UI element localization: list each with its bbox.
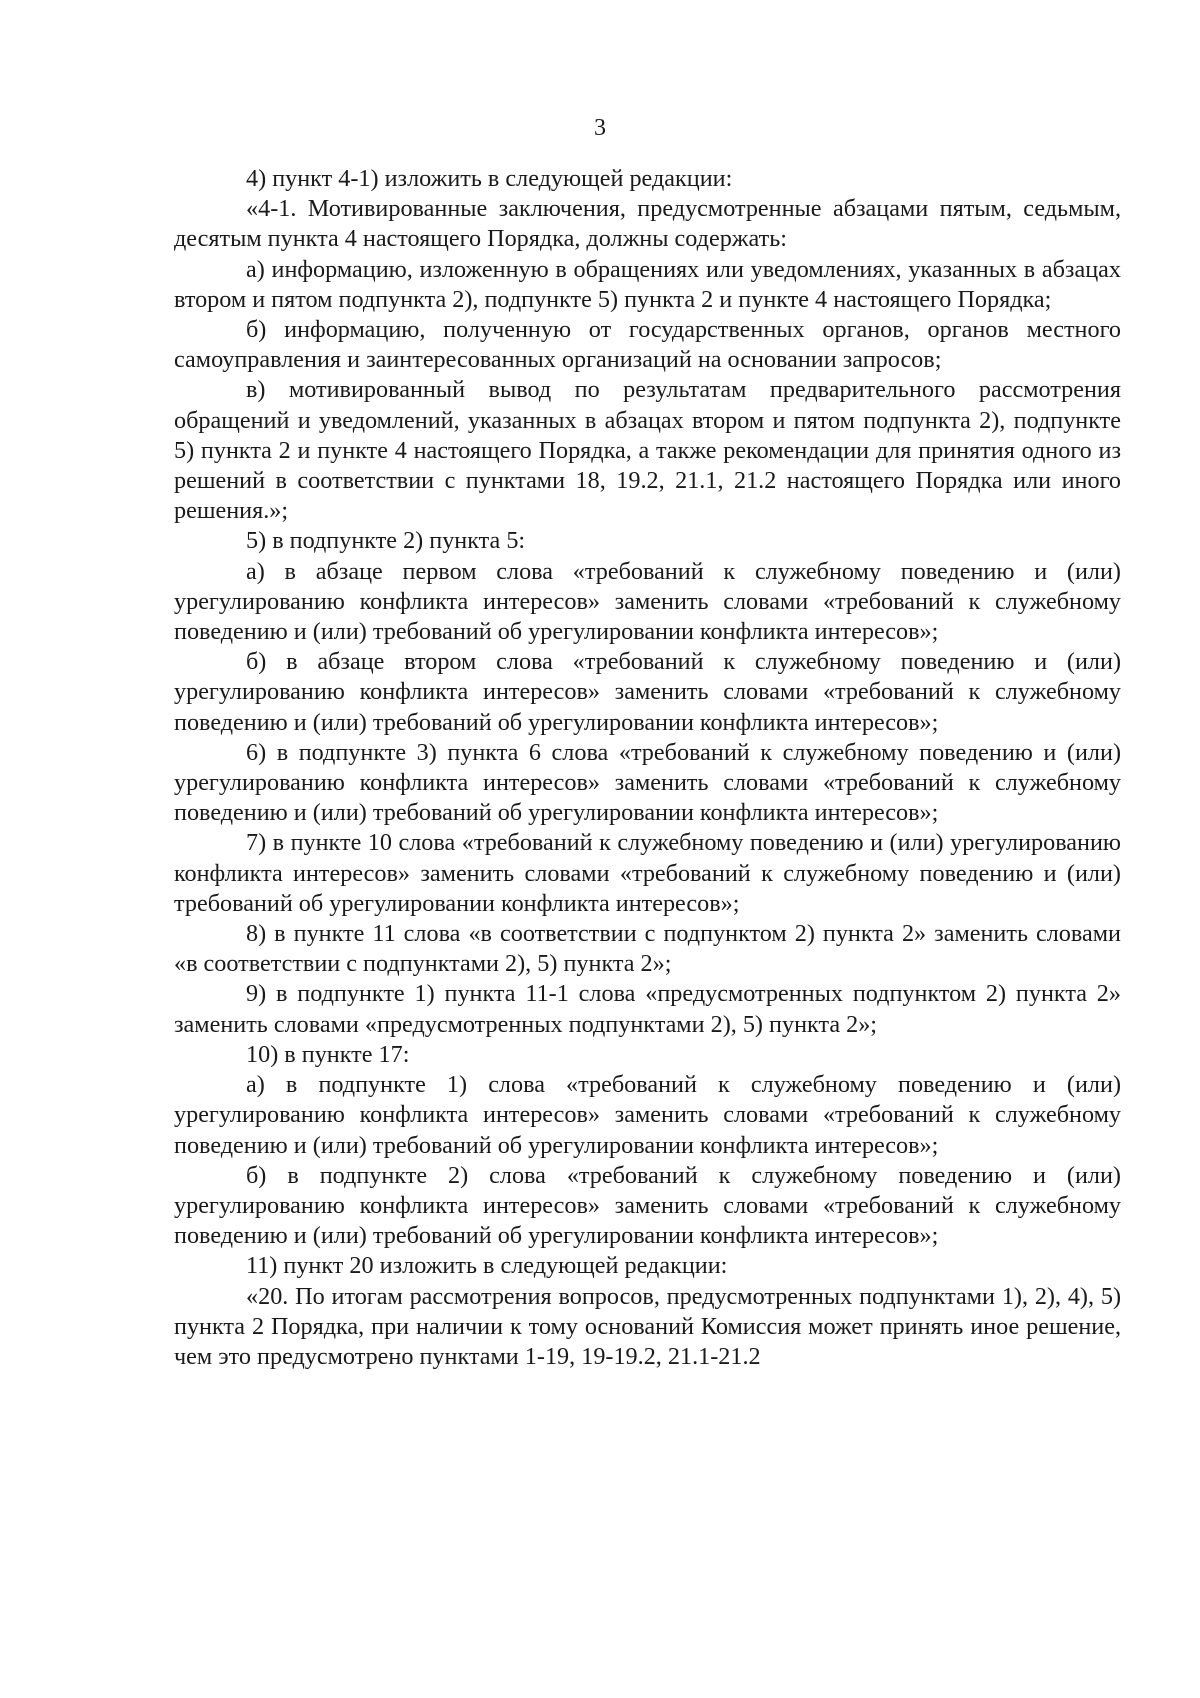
paragraph-item-5-a: а) в абзаце первом слова «требований к служебному поведению и (или) урегулированию конфликта интересов» заменить словами «требований к служебному поведению и (или) требований об урегулировании конфликта интересов»; <box>174 557 1121 646</box>
paragraph-item-7: 7) в пункте 10 слова «требований к служебному поведению и (или) урегулированию конфликта интересов» заменить словами «требований к служебному поведению и (или) требований об урегулировании конфликта интересов»; <box>174 829 1121 917</box>
paragraph-clause-20: «20. По итогам рассмотрения вопросов, предусмотренных подпунктами 1), 2), 4), 5) пункта 2 Порядка, при наличии к тому оснований Комиссия может принять иное решение, чем это предусмотрено пунктами 1-19, 19-19.2, 21.1-21.2 <box>174 1282 1121 1370</box>
page-number: 3 <box>594 115 606 141</box>
document-body <box>174 164 1121 1372</box>
paragraph-clause-4-1-b: б) информацию, полученную от государственных органов, органов местного самоуправления и заинтересованных организаций на основании запросов; <box>174 316 1121 374</box>
paragraph-item-9: 9) в подпункте 1) пункта 11-1 слова «предусмотренных подпунктом 2) пункта 2» заменить словами «предусмотренных подпунктами 2), 5) пункта 2»; <box>174 980 1121 1038</box>
paragraph-item-11: 11) пункт 20 изложить в следующей редакции: <box>246 1252 728 1280</box>
paragraph-item-6: 6) в подпункте 3) пункта 6 слова «требований к служебному поведению и (или) урегулированию конфликта интересов» заменить словами «требований к служебному поведению и (или) требований об урегулировании конфликта интересов»; <box>174 738 1121 827</box>
paragraph-item-4: 4) пункт 4-1) изложить в следующей редакции: <box>246 165 733 192</box>
paragraph-item-5-b: б) в абзаце втором слова «требований к служебному поведению и (или) урегулированию конфликта интересов» заменить словами «требований к служебному поведению и (или) требований об урегулировании конфликта интересов»; <box>174 648 1121 736</box>
paragraph-clause-4-1-a: а) информацию, изложенную в обращениях или уведомлениях, указанных в абзацах втором и пятом подпункта 2), подпункте 5) пункта 2 и пункте 4 настоящего Порядка; <box>174 255 1121 313</box>
paragraph-clause-4-1-intro: «4-1. Мотивированные заключения, предусмотренные абзацами пятым, седьмым, десятым пункта 4 настоящего Порядка, должны содержать: <box>174 195 1121 253</box>
paragraph-clause-4-1-c: в) мотивированный вывод по результатам предварительного рассмотрения обращений и уведомлений, указанных в абзацах втором и пятом подпункта 2), подпункте 5) пункта 2 и пункте 4 настоящего Порядка, а также рекомендации для принятия одного из решений в соответствии с пунктами 18, 19.2, 21.1, 21.2 настоящего Порядка или иного решения.»; <box>174 376 1121 525</box>
paragraph-item-5: 5) в подпункте 2) пункта 5: <box>246 527 526 555</box>
paragraph-item-10: 10) в пункте 17: <box>246 1040 410 1068</box>
paragraph-item-10-a: а) в подпункте 1) слова «требований к служебному поведению и (или) урегулированию конфликта интересов» заменить словами «требований к служебному поведению и (или) требований об урегулировании конфликта интересов»; <box>174 1071 1121 1159</box>
paragraph-item-8: 8) в пункте 11 слова «в соответствии с подпунктом 2) пункта 2» заменить словами «в соответствии с подпунктами 2), 5) пункта 2»; <box>174 920 1121 978</box>
paragraph-item-10-b: б) в подпункте 2) слова «требований к служебному поведению и (или) урегулированию конфликта интересов» заменить словами «требований к служебному поведению и (или) требований об урегулировании конфликта интересов»; <box>174 1161 1121 1250</box>
